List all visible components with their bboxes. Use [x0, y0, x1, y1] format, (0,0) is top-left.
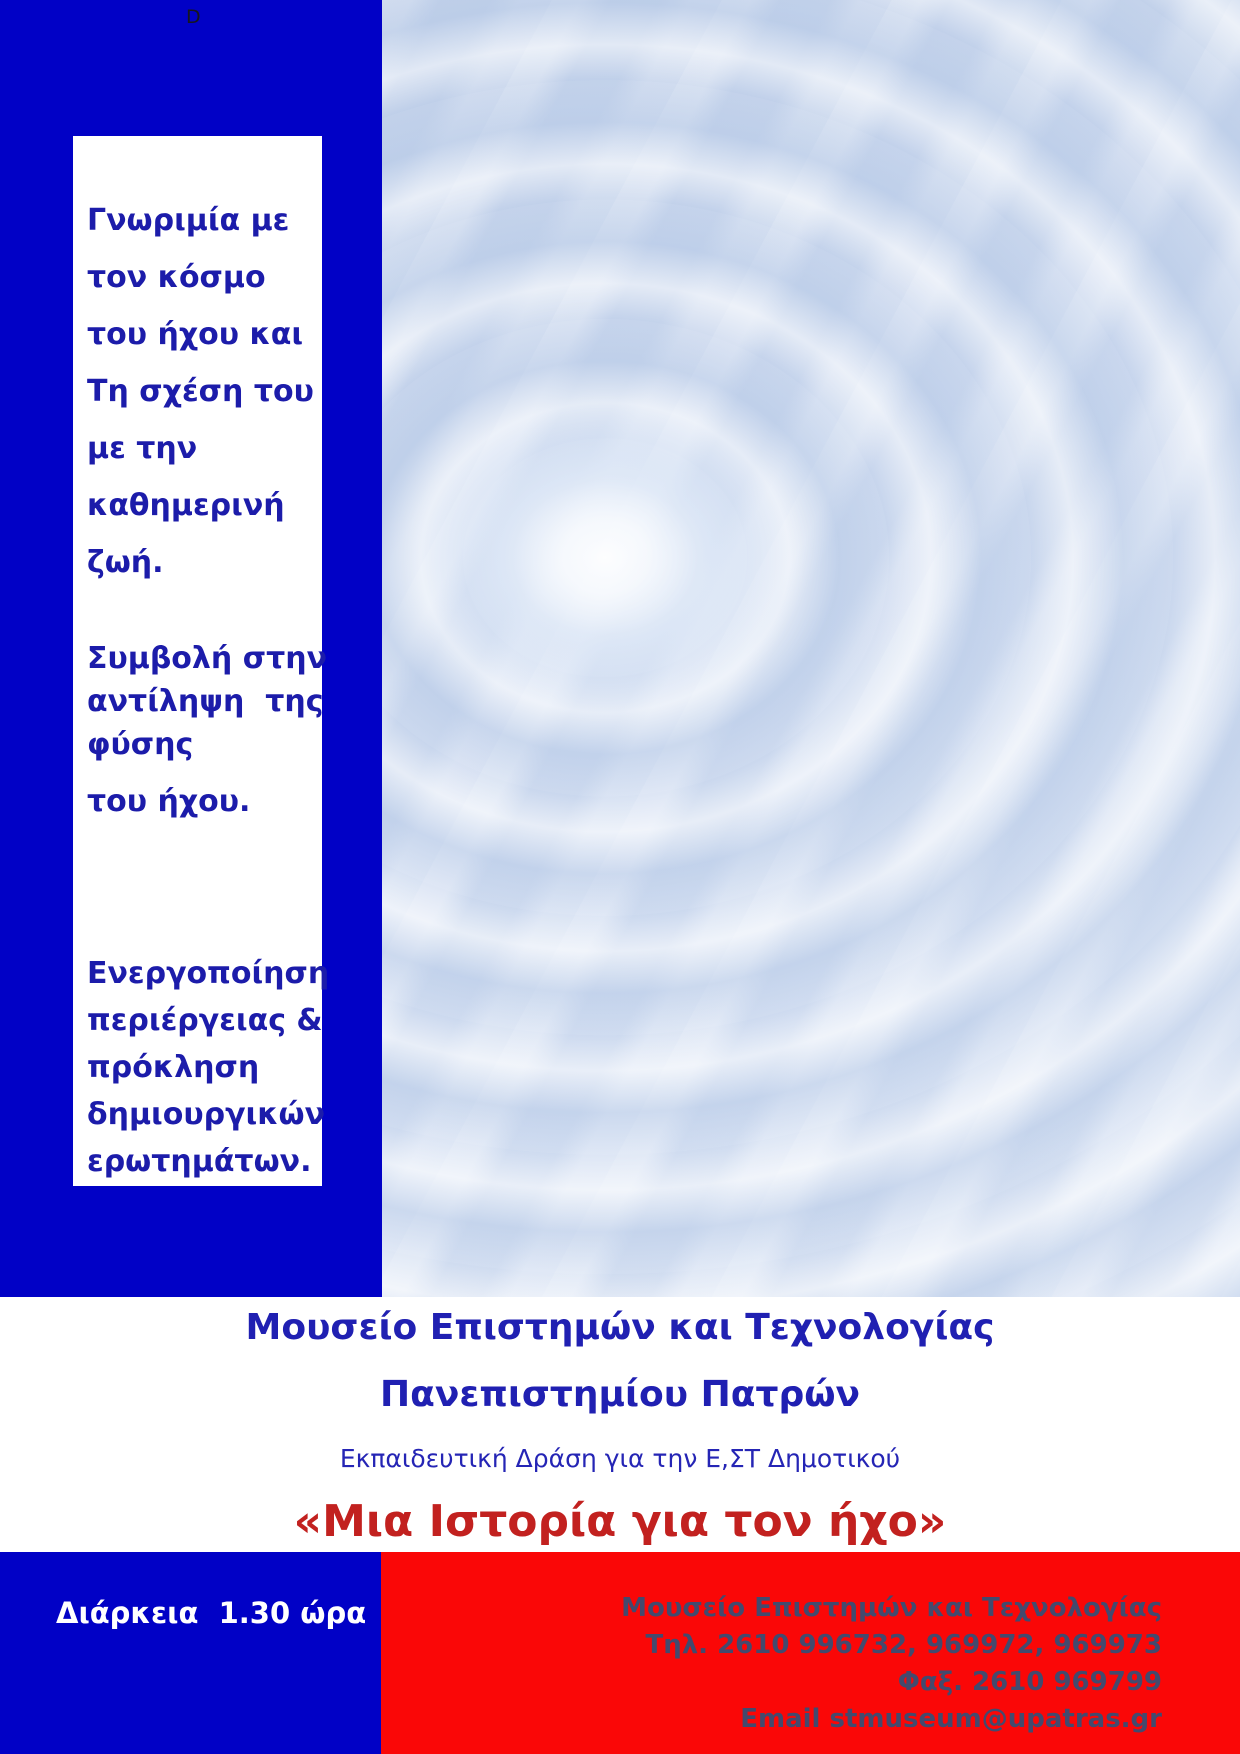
intro-line: πρόκληση	[87, 1050, 260, 1085]
contact-line-museum: Μουσείο Επιστημών και Τεχνολογίας	[621, 1593, 1162, 1623]
contact-line-phone: Τηλ. 2610 996732, 969972, 969973	[645, 1630, 1162, 1660]
intro-paragraph-2	[87, 637, 327, 766]
education-subtitle: Εκπαιδευτική Δράση για την Ε,ΣΤ Δημοτικού	[339, 1444, 901, 1473]
footer-blue-block	[0, 1552, 381, 1754]
page-marker: D	[186, 6, 201, 28]
intro-line: περιέργειας &	[87, 1003, 323, 1038]
intro-line: του ήχου και	[87, 317, 304, 352]
intro-line: Συμβολή στην	[87, 641, 327, 676]
intro-line: αντίληψη της	[87, 684, 324, 719]
intro-paragraph-1	[87, 192, 322, 591]
contact-line-fax: Φαξ. 2610 969799	[897, 1667, 1162, 1697]
intro-line: ζωή.	[87, 545, 164, 580]
intro-line: φύσης	[87, 727, 194, 762]
intro-text-box	[73, 136, 330, 1186]
intro-line: καθημερινή	[87, 488, 285, 523]
intro-line: του ήχου.	[87, 784, 251, 819]
intro-line: Ενεργοποίηση	[87, 956, 330, 991]
intro-line: τον κόσμο	[87, 260, 266, 295]
intro-line: Γνωριμία με	[87, 203, 290, 238]
title-block	[0, 1297, 1240, 1550]
intro-line: ερωτημάτων.	[87, 1144, 312, 1179]
footer-red-block	[381, 1552, 1240, 1754]
museum-title-line1: Μουσείο Επιστημών και Τεχνολογίας	[245, 1307, 995, 1348]
intro-line: Τη σχέση του	[87, 374, 314, 409]
intro-paragraph-2b	[87, 780, 322, 823]
museum-title-line2: Πανεπιστημίου Πατρών	[379, 1374, 861, 1415]
water-ripple-image	[382, 0, 1240, 1297]
footer-band	[0, 1552, 1240, 1754]
intro-line: με την	[87, 431, 198, 466]
duration-label: Διάρκεια 1.30 ώρα	[56, 1596, 367, 1630]
intro-paragraph-3	[87, 950, 330, 1185]
intro-line: δημιουργικών	[87, 1097, 326, 1132]
left-blue-sidebar	[0, 0, 382, 1297]
contact-block	[621, 1590, 1162, 1738]
contact-line-email: Email stmuseum@upatras.gr	[740, 1704, 1162, 1734]
event-title: «Μια Ιστορία για τον ήχο»	[293, 1496, 947, 1547]
